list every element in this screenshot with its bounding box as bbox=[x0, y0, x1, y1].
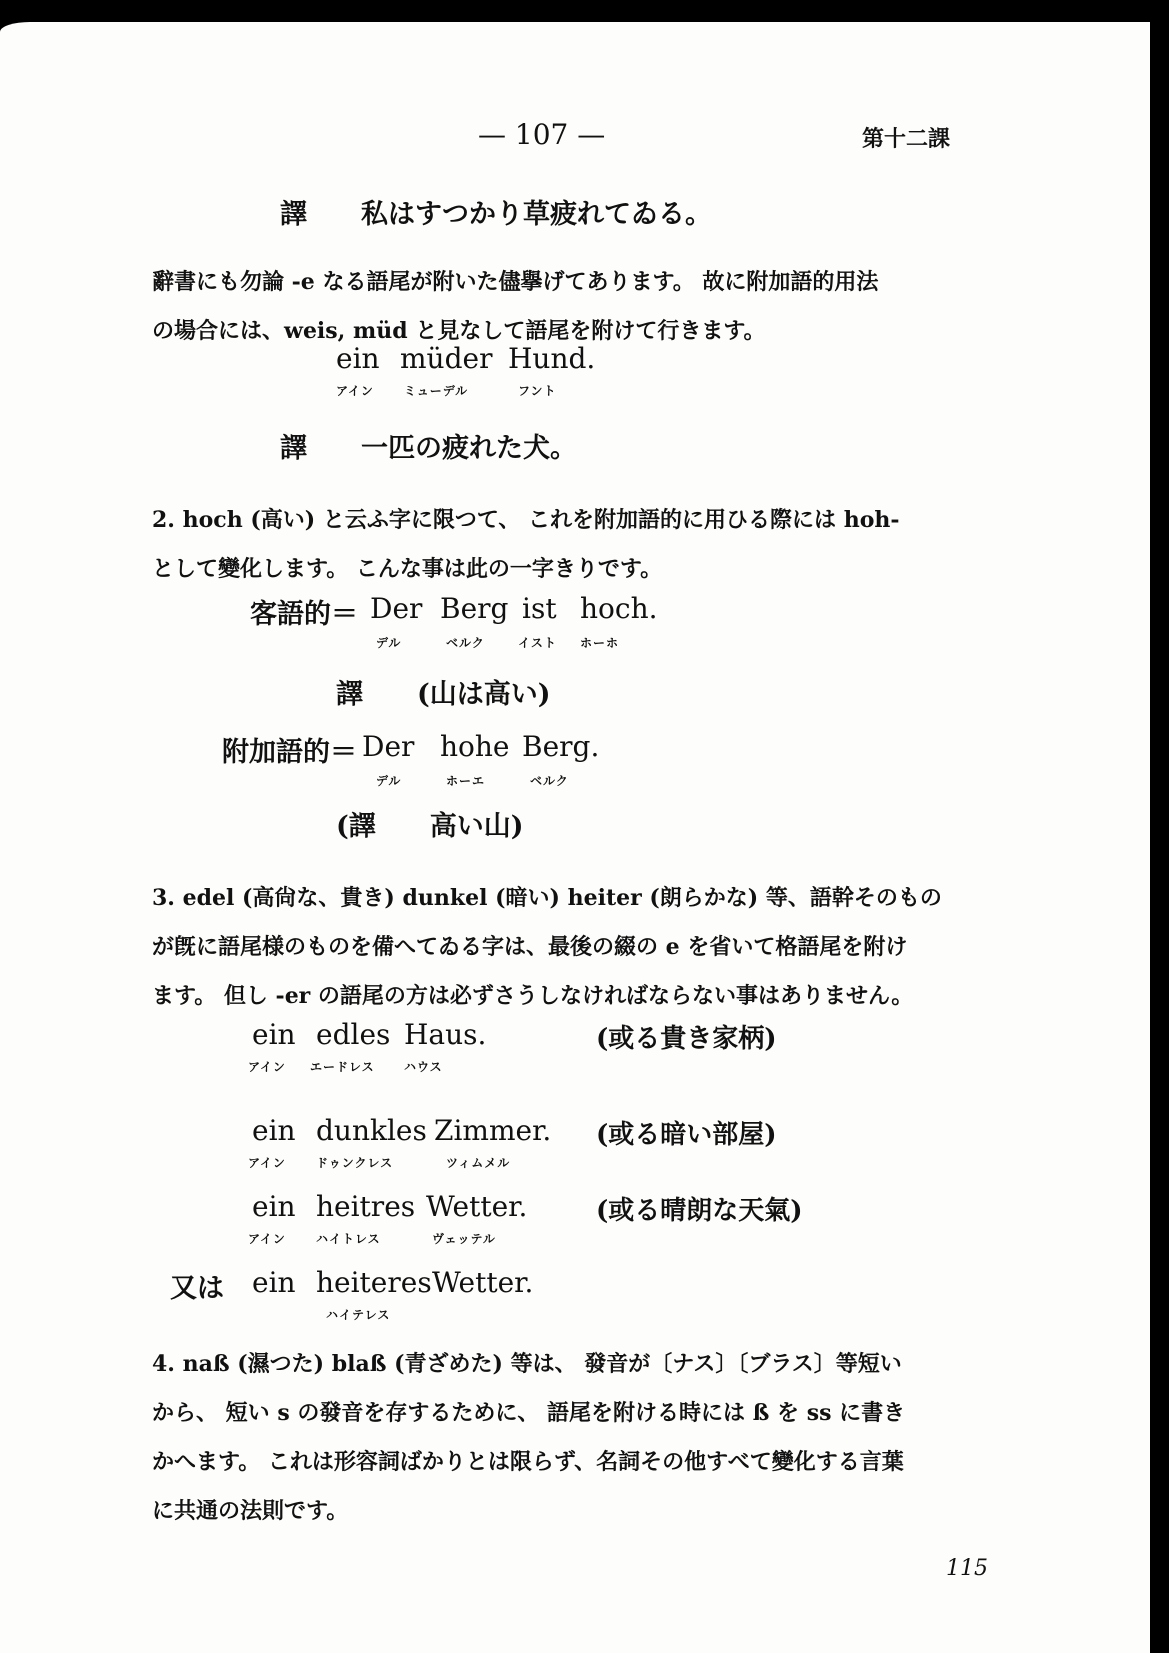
german-word: Wetter. bbox=[426, 1190, 528, 1223]
reading-ruby: エードレス bbox=[310, 1060, 375, 1074]
german-word: ein bbox=[252, 1018, 296, 1051]
paragraph-line: として變化します。 こんな事は此の一字きりです。 bbox=[152, 556, 663, 582]
german-word: hoch. bbox=[580, 592, 658, 625]
german-word: Berg bbox=[440, 592, 509, 625]
translation-line: (譯 高い山) bbox=[336, 811, 524, 842]
paragraph-line: かへます。 これは形容詞ばかりとは限らず、名詞その他すべて變化する言葉 bbox=[152, 1449, 904, 1475]
reading-ruby: ドゥンクレス bbox=[316, 1156, 394, 1170]
paragraph bbox=[152, 496, 982, 594]
chapter-title: 第十二課 bbox=[862, 126, 951, 152]
gloss: (或る貴き家柄) bbox=[596, 1024, 777, 1054]
german-word: Der bbox=[362, 730, 415, 763]
reading-ruby: ベルク bbox=[530, 774, 569, 788]
reading-ruby: ミューデル bbox=[404, 384, 469, 398]
paragraph-line: に共通の法則です。 bbox=[152, 1498, 349, 1524]
paragraph-line: 辭書にも勿論 -e なる語尾が附いた儘擧げてあります。 故に附加語的用法 bbox=[152, 269, 879, 295]
paragraph-line: が旣に語尾様のものを備へてゐる字は、最後の綴の e を省いて格語尾を附け bbox=[152, 934, 908, 960]
paragraph-line: から、 短い s の發音を存するために、 語尾を附ける時には ß を ss に書き bbox=[152, 1400, 906, 1426]
german-word: hohe bbox=[440, 730, 510, 763]
reading-ruby: ハウス bbox=[404, 1060, 443, 1074]
german-word: Wetter. bbox=[432, 1266, 534, 1299]
paragraph-line: 4. naß (濕つた) blaß (青ざめた) 等は、 發音が〔ナス〕〔ブラス〕等短い bbox=[152, 1351, 902, 1377]
german-word: ein bbox=[252, 1266, 296, 1299]
translation-line: 譯 私はすつかり草疲れてゐる。 bbox=[280, 199, 712, 230]
translation-line: 譯 一匹の疲れた犬。 bbox=[280, 433, 577, 464]
german-word: ein bbox=[252, 1190, 296, 1223]
example-label: 客語的＝ bbox=[250, 599, 358, 630]
reading-ruby: アイン bbox=[248, 1060, 286, 1074]
reading-ruby: イスト bbox=[518, 636, 557, 650]
page-number-footer: 115 bbox=[946, 1556, 988, 1581]
book-page bbox=[0, 22, 1150, 1653]
reading-ruby: デル bbox=[376, 774, 402, 788]
reading-ruby: ホーホ bbox=[580, 636, 620, 650]
german-word: heiteres bbox=[316, 1266, 432, 1299]
german-word: heitres bbox=[316, 1190, 416, 1223]
paragraph bbox=[152, 874, 982, 1021]
german-word: Zimmer. bbox=[434, 1114, 552, 1147]
reading-ruby: ハイテレス bbox=[326, 1308, 391, 1322]
paragraph bbox=[152, 1340, 982, 1536]
reading-ruby: ホーエ bbox=[446, 774, 486, 788]
reading-ruby: フント bbox=[518, 384, 557, 398]
german-word: Berg. bbox=[522, 730, 600, 763]
paragraph-line: ます。 但し -er の語尾の方は必ずさうしなければならない事はありません。 bbox=[152, 983, 914, 1009]
paragraph-line: の場合には、weis, müd と見なして語尾を附けて行きます。 bbox=[152, 318, 766, 344]
reading-ruby: ベルク bbox=[446, 636, 485, 650]
german-word: müder bbox=[400, 342, 493, 375]
german-word: dunkles bbox=[316, 1114, 427, 1147]
paragraph-line: 2. hoch (高い) と云ふ字に限つて、 これを附加語的に用ひる際には hoh- bbox=[152, 507, 900, 533]
german-word: edles bbox=[316, 1018, 391, 1051]
german-word: Hund. bbox=[508, 342, 596, 375]
example-label: 又は bbox=[170, 1273, 224, 1304]
german-word: ist bbox=[522, 592, 557, 625]
german-word: Der bbox=[370, 592, 423, 625]
gloss: (或る暗い部屋) bbox=[596, 1120, 777, 1150]
german-word: ein bbox=[252, 1114, 296, 1147]
translation-line: 譯 (山は高い) bbox=[336, 679, 551, 710]
reading-ruby: アイン bbox=[248, 1156, 286, 1170]
example-label: 附加語的＝ bbox=[222, 737, 357, 768]
reading-ruby: デル bbox=[376, 636, 402, 650]
page-number-header: — 107 — bbox=[478, 118, 606, 151]
reading-ruby: アイン bbox=[248, 1232, 286, 1246]
reading-ruby: ツィムメル bbox=[446, 1156, 511, 1170]
german-word: Haus. bbox=[404, 1018, 487, 1051]
paragraph-line: 3. edel (高尙な、貴き) dunkel (暗い) heiter (朗らかな) 等、語幹そのもの bbox=[152, 885, 942, 911]
reading-ruby: ヴェッテル bbox=[432, 1232, 496, 1246]
reading-ruby: アイン bbox=[336, 384, 374, 398]
german-word: ein bbox=[336, 342, 380, 375]
reading-ruby: ハイトレス bbox=[316, 1232, 381, 1246]
gloss: (或る晴朗な天氣) bbox=[596, 1196, 803, 1226]
